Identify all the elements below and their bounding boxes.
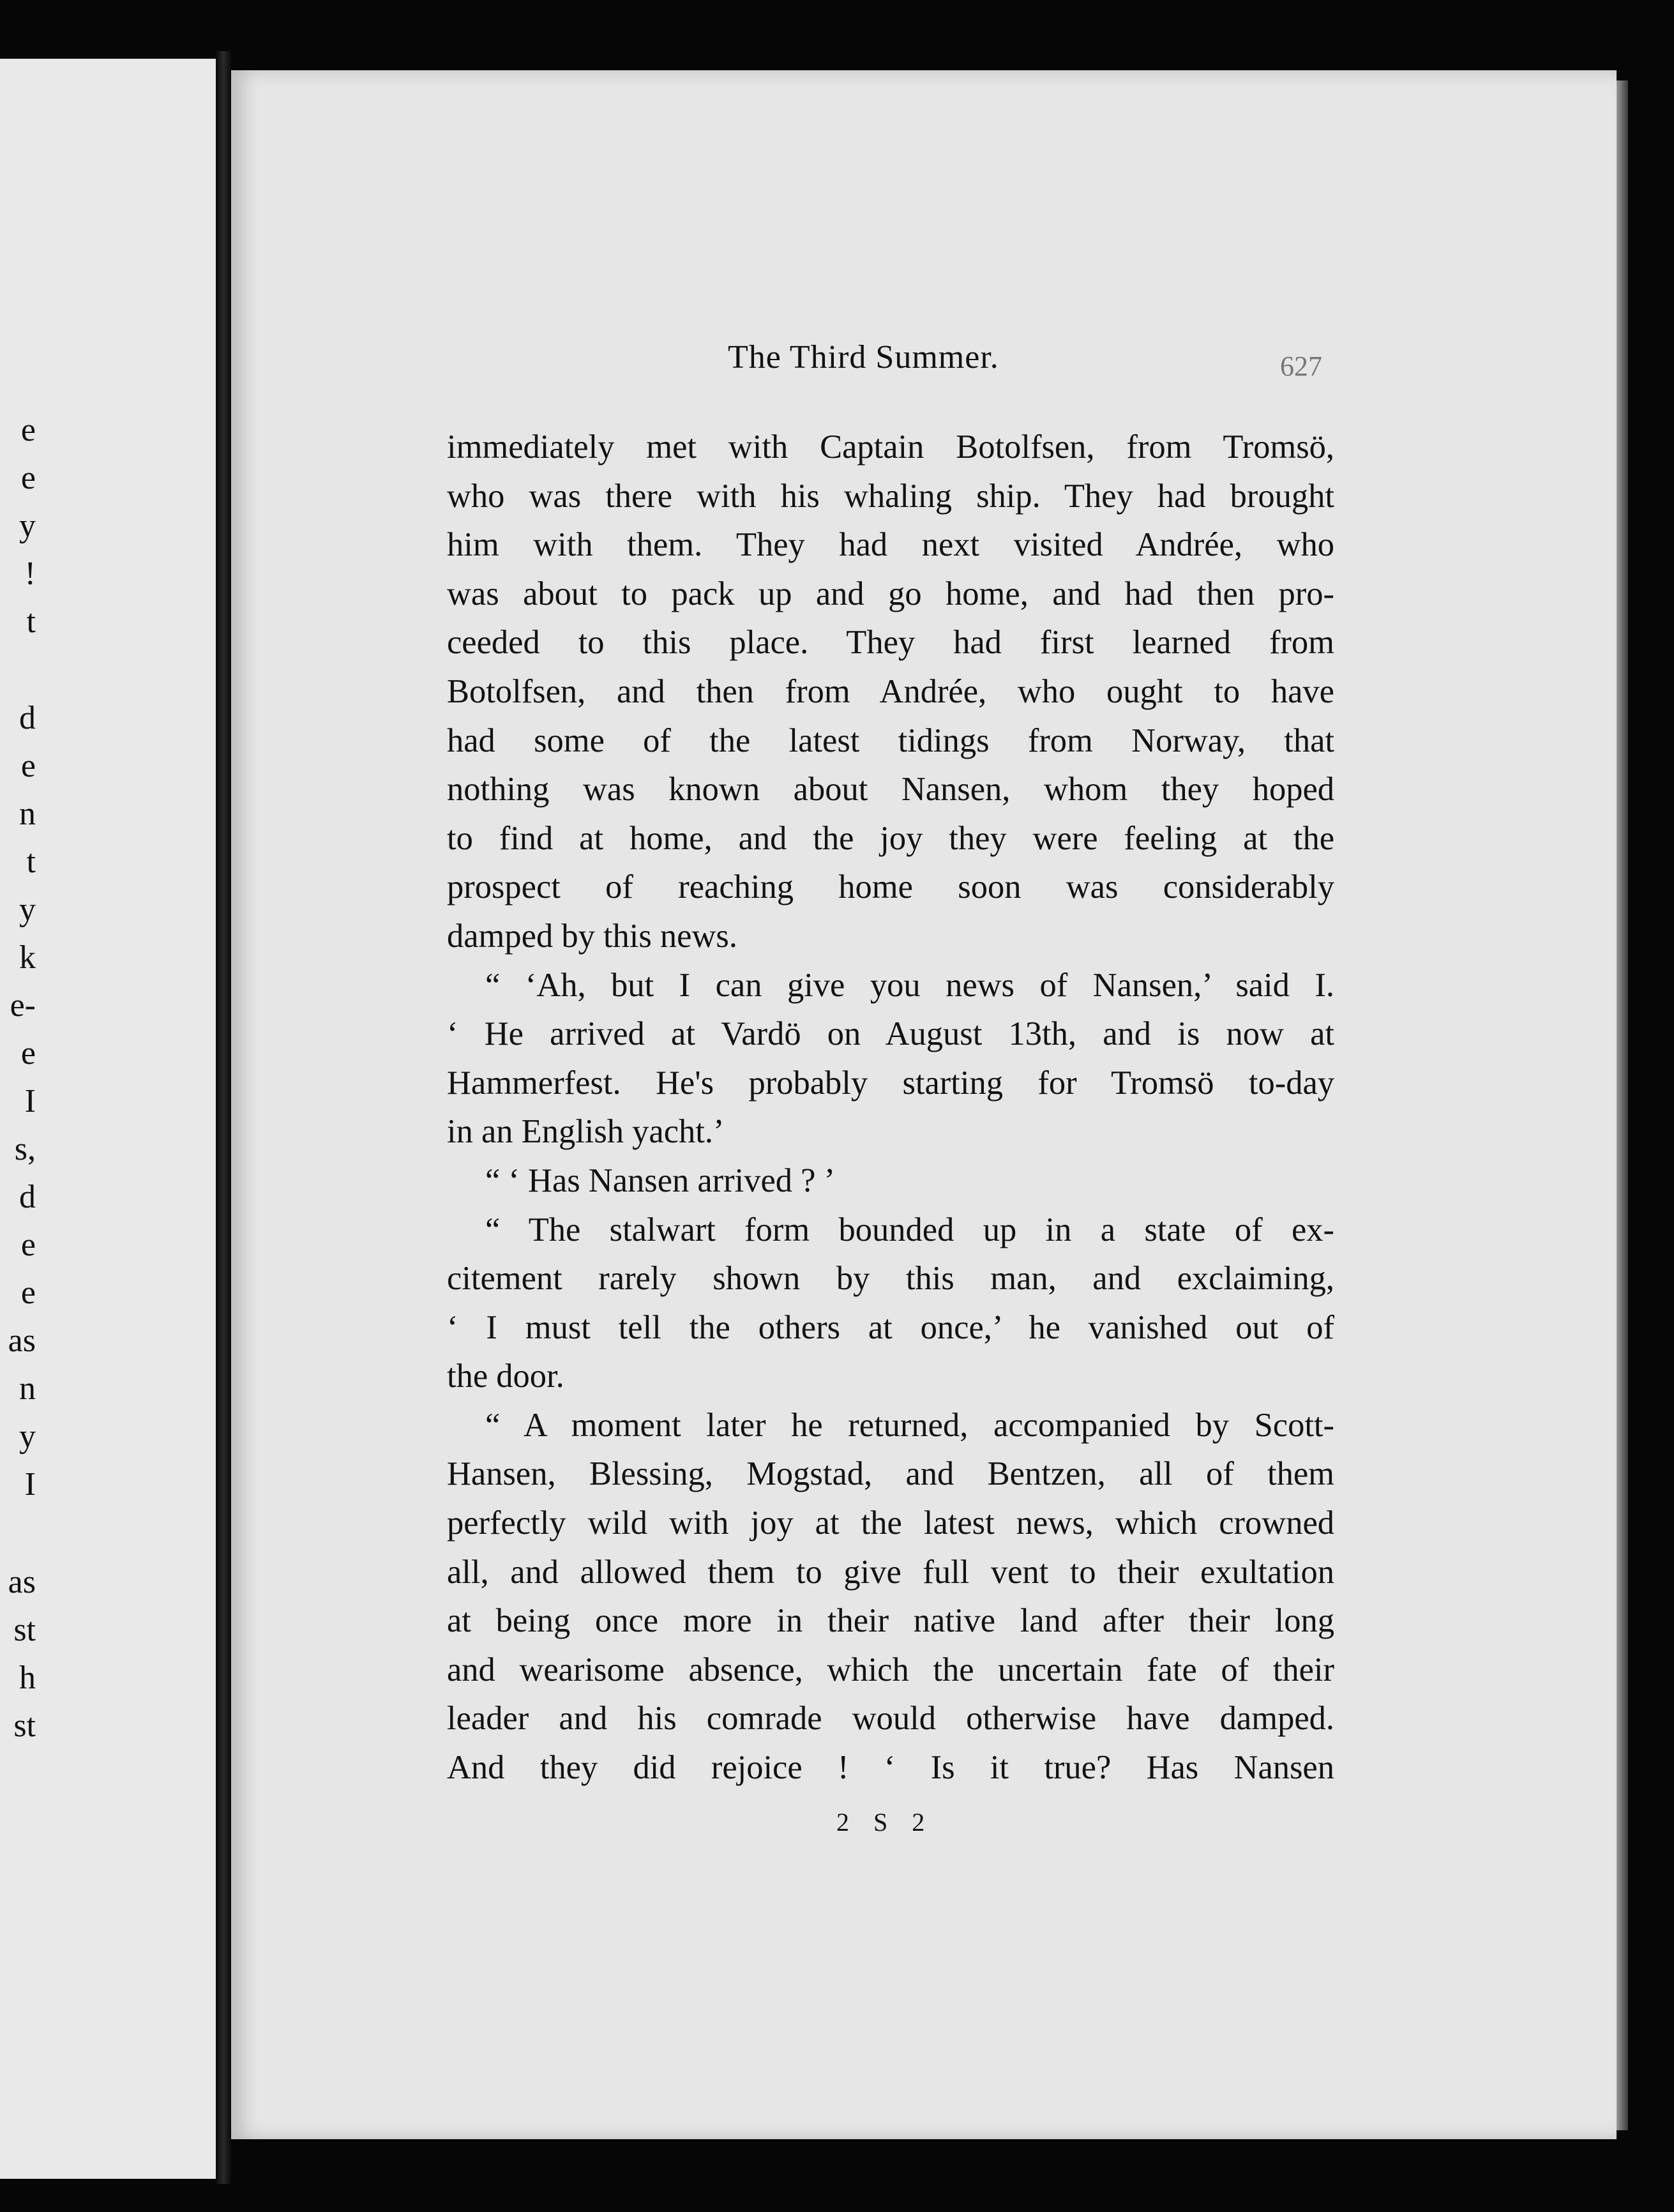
left-fragment: e bbox=[20, 1227, 36, 1263]
text-line: ceeded to this place. They had first learned from bbox=[447, 624, 1334, 662]
left-fragment: d bbox=[19, 700, 36, 736]
text-line: immediately met with Captain Botolfsen, from Tromsö, bbox=[447, 428, 1334, 466]
left-fragment: s, bbox=[14, 1131, 36, 1167]
left-fragment: k bbox=[19, 939, 36, 976]
text-line: at being once more in their native land after their long bbox=[447, 1602, 1334, 1640]
left-fragment: as bbox=[8, 1564, 36, 1600]
page-number: 627 bbox=[1280, 351, 1322, 382]
left-fragment: y bbox=[19, 508, 36, 544]
text-line: “ A moment later he returned, accompanied by Scott- bbox=[485, 1406, 1334, 1444]
left-fragment: e- bbox=[10, 987, 36, 1024]
text-line: Hansen, Blessing, Mogstad, and Bentzen, all of them bbox=[447, 1455, 1334, 1493]
text-line: him with them. They had next visited Andrée, who bbox=[447, 526, 1334, 564]
left-fragment: I bbox=[24, 1466, 36, 1503]
text-line: Hammerfest. He's probably starting for Tromsö to-day bbox=[447, 1064, 1334, 1102]
text-line: ‘ He arrived at Vardö on August 13th, and is now at bbox=[447, 1015, 1334, 1053]
left-fragment: as bbox=[8, 1322, 36, 1359]
text-line: and wearisome absence, which the uncertain fate of their bbox=[447, 1651, 1334, 1688]
left-fragment: ! bbox=[24, 556, 36, 592]
left-fragment: e bbox=[20, 748, 36, 784]
text-line: damped by this news. bbox=[447, 917, 737, 955]
left-fragment: t bbox=[26, 844, 36, 880]
left-fragment: e bbox=[20, 412, 36, 448]
text-line: citement rarely shown by this man, and exclaiming, bbox=[447, 1260, 1334, 1298]
text-line: And they did rejoice ! ‘ Is it true? Has Nansen bbox=[447, 1749, 1334, 1787]
left-fragment: e bbox=[20, 1035, 36, 1072]
signature-mark: 2 S 2 bbox=[836, 1808, 934, 1837]
body-text bbox=[447, 423, 1334, 1792]
page-edge-shadow bbox=[1617, 80, 1628, 2130]
text-line: nothing was known about Nansen, whom they hoped bbox=[447, 771, 1334, 808]
text-line: “ The stalwart form bounded up in a state of ex- bbox=[485, 1211, 1334, 1248]
text-line: the door. bbox=[447, 1358, 564, 1395]
left-fragment: n bbox=[19, 1370, 36, 1407]
text-line: to find at home, and the joy they were feeling at the bbox=[447, 819, 1334, 857]
text-line: “ ‘ Has Nansen arrived ? ’ bbox=[485, 1162, 836, 1199]
text-line: Botolfsen, and then from Andrée, who ought to have bbox=[447, 672, 1334, 710]
text-line: “ ‘Ah, but I can give you news of Nansen,’ said I. bbox=[485, 966, 1334, 1004]
left-fragment: st bbox=[13, 1612, 36, 1648]
left-fragment: e bbox=[20, 460, 36, 496]
left-fragment: e bbox=[20, 1275, 36, 1311]
text-line: ‘ I must tell the others at once,’ he vanished out of bbox=[447, 1308, 1334, 1346]
text-line: had some of the latest tidings from Norway, that bbox=[447, 722, 1334, 759]
text-line: in an English yacht.’ bbox=[447, 1113, 725, 1151]
text-line: leader and his comrade would otherwise have damped. bbox=[447, 1700, 1334, 1738]
left-fragment: d bbox=[19, 1179, 36, 1215]
left-fragment: I bbox=[24, 1083, 36, 1119]
running-title: The Third Summer. bbox=[728, 339, 999, 375]
book-gutter bbox=[216, 51, 231, 2184]
left-fragment: st bbox=[13, 1708, 36, 1744]
left-fragment: t bbox=[26, 603, 36, 640]
left-fragment: h bbox=[19, 1660, 36, 1696]
text-line: prospect of reaching home soon was considerably bbox=[447, 868, 1334, 906]
text-line: who was there with his whaling ship. They had brought bbox=[447, 477, 1334, 515]
left-fragment: y bbox=[19, 1418, 36, 1455]
left-fragment: n bbox=[19, 796, 36, 832]
text-line: perfectly wild with joy at the latest news, which crowned bbox=[447, 1504, 1334, 1542]
text-line: was about to pack up and go home, and had then pro- bbox=[447, 575, 1334, 612]
left-fragment: y bbox=[19, 891, 36, 928]
left-page-edge bbox=[0, 59, 224, 2179]
text-line: all, and allowed them to give full vent to their exultation bbox=[447, 1553, 1334, 1591]
